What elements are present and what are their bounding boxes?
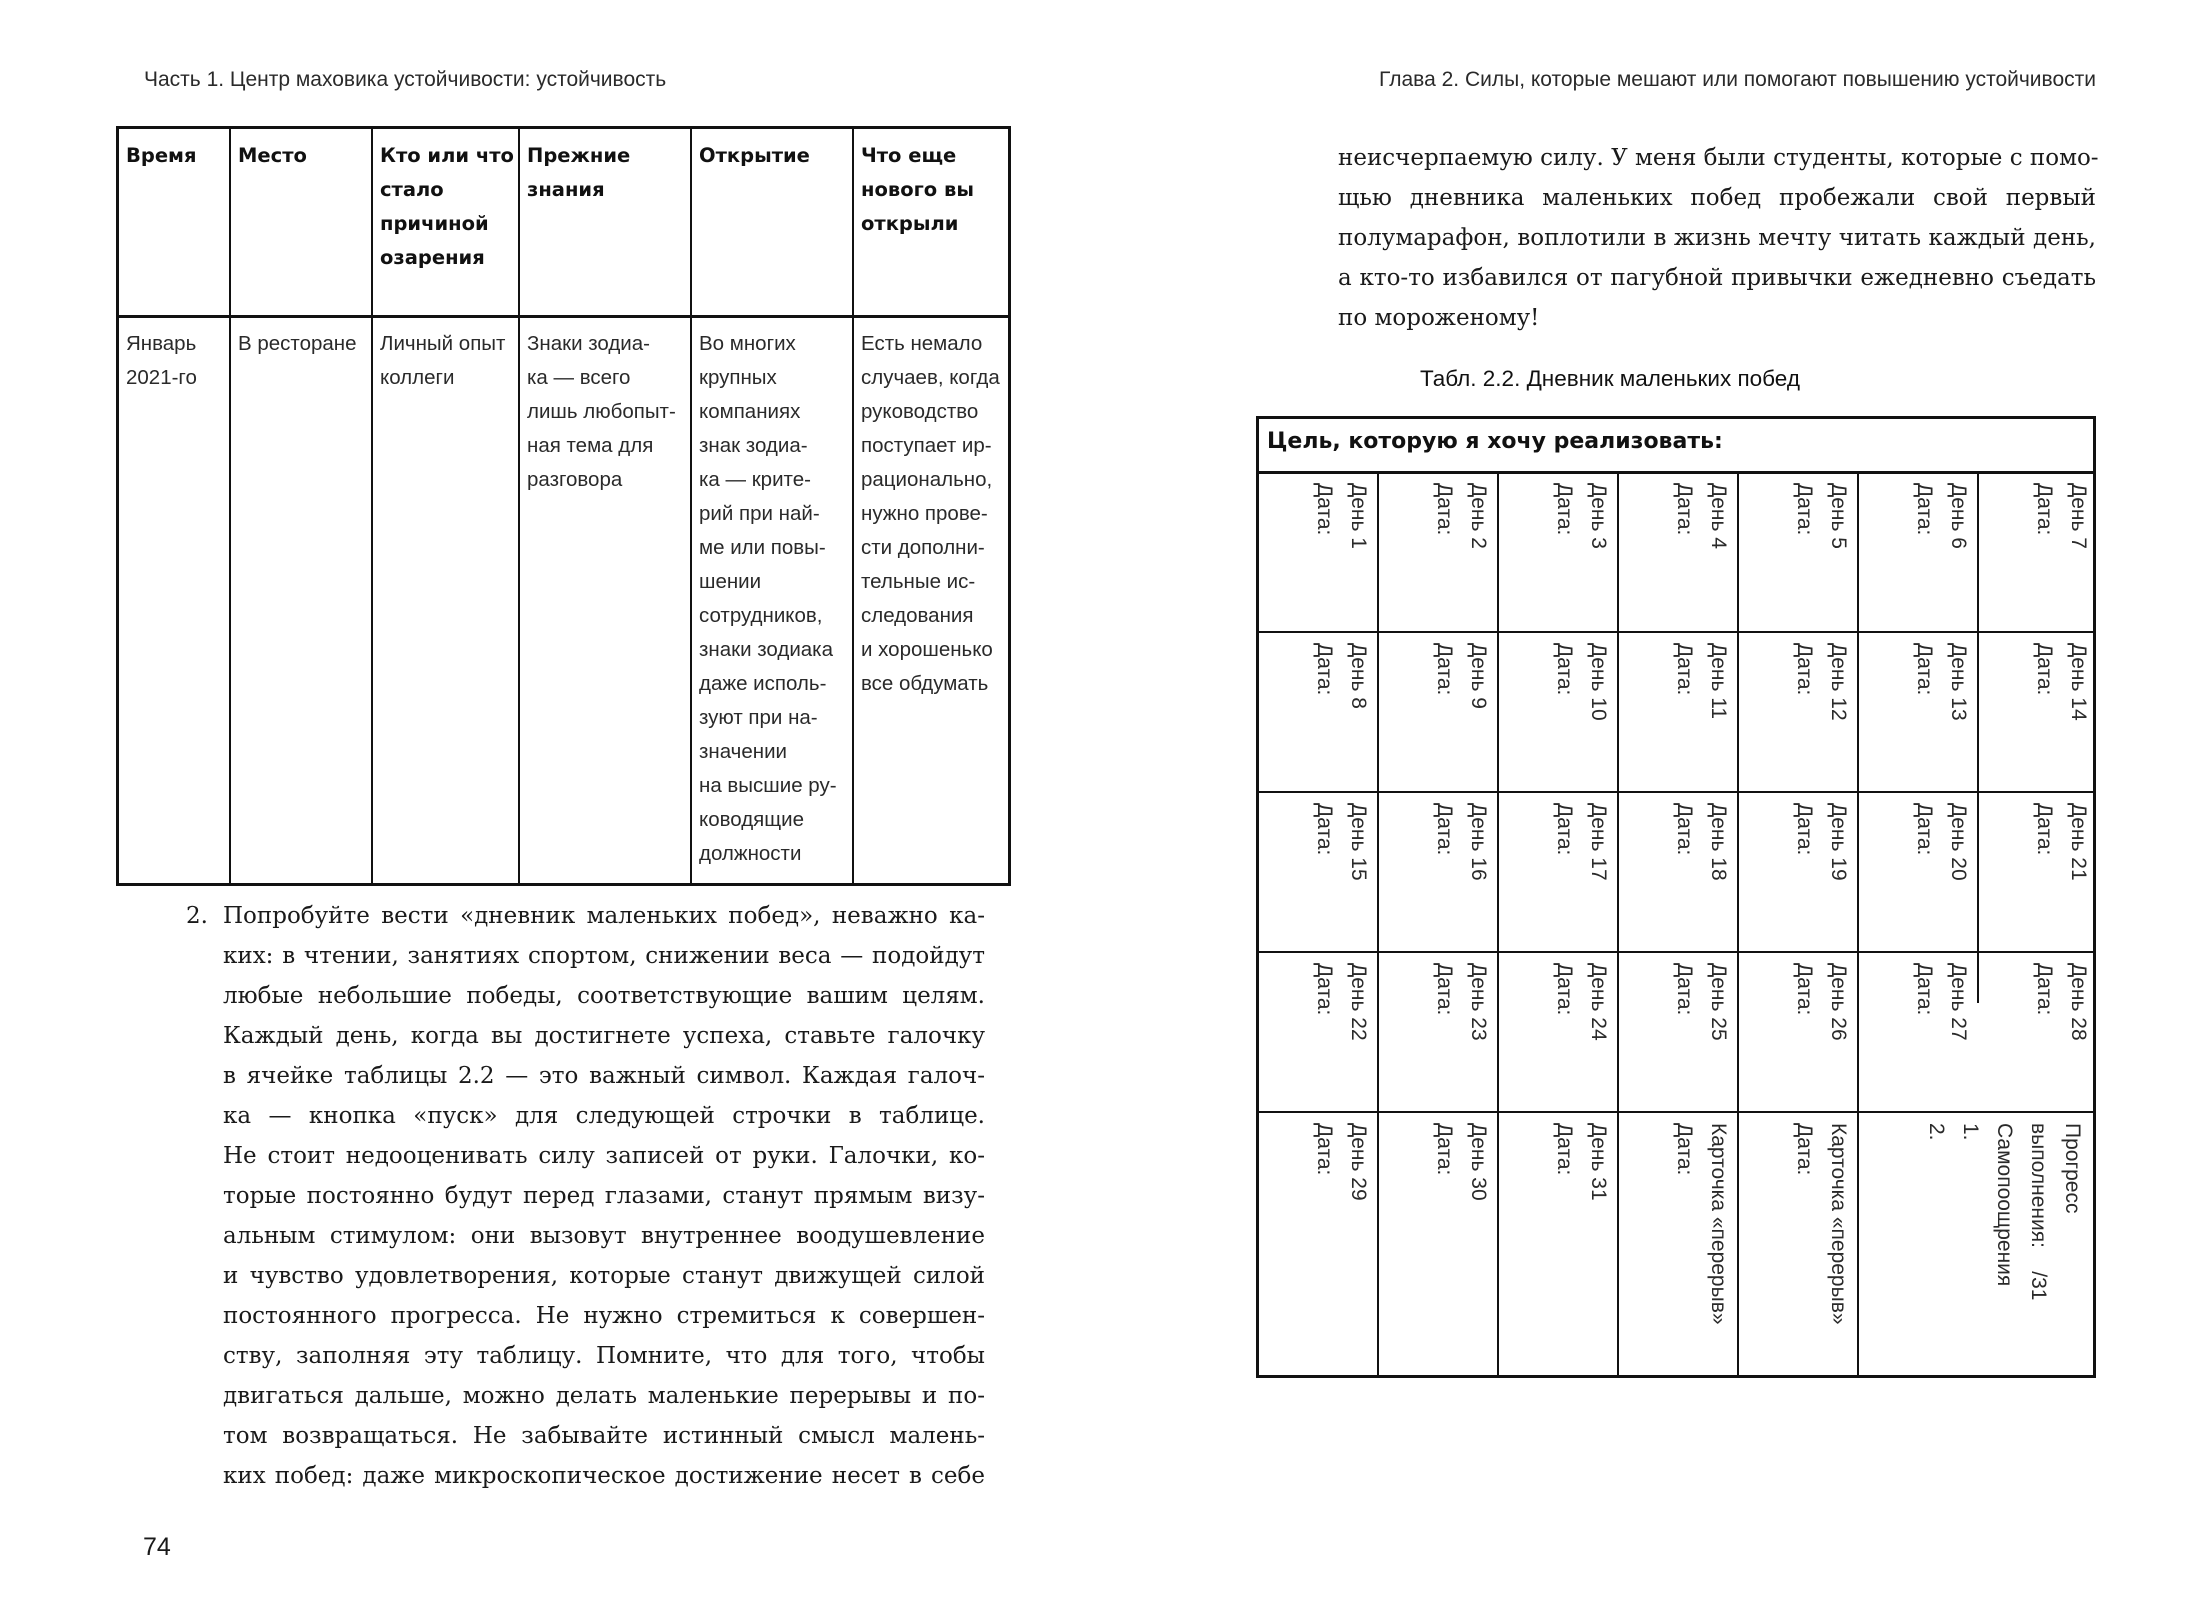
cell-text: День 9 Дата: bbox=[1433, 643, 1490, 709]
day-cell bbox=[1619, 471, 1739, 631]
day-cell bbox=[1379, 791, 1499, 951]
table-cell: Январь 2021-го bbox=[126, 332, 197, 389]
text-line: неисчерпаемую силу. У меня были студенты, которые с помо- bbox=[1338, 145, 2099, 171]
day-cell bbox=[1379, 951, 1499, 1111]
progress-cell bbox=[1859, 1111, 2093, 1377]
text-line: и чувство удовлетворения, которые станут движущей силой bbox=[223, 1263, 985, 1289]
text-line: по мороженому! bbox=[1338, 305, 1540, 331]
cell-text: День 30 Дата: bbox=[1433, 1123, 1490, 1201]
cell-text: День 28 Дата: bbox=[2033, 963, 2090, 1041]
day-cell bbox=[1499, 471, 1619, 631]
table-cell: Знаки зодиа- ка — всего лишь любопыт- ная тема для разговора bbox=[527, 332, 676, 491]
table-cell: Есть немало случаев, когда руководство поступает ир- рационально, нужно прове- сти дополни- тельные ис- следования и хорошенько все обдумать bbox=[861, 332, 1000, 695]
cell-text: День 10 Дата: bbox=[1553, 643, 1610, 721]
day-cell bbox=[1619, 631, 1739, 791]
cell-text: День 29 Дата: bbox=[1313, 1123, 1370, 1201]
small-wins-tracker bbox=[1256, 416, 2096, 1378]
cell-text: День 16 Дата: bbox=[1433, 803, 1490, 881]
cell-text: День 22 Дата: bbox=[1313, 963, 1370, 1041]
text-line: ству, заполняя эту таблицу. Помните, что для того, чтобы bbox=[223, 1343, 985, 1369]
day-cell bbox=[1739, 951, 1859, 1111]
text-line: торые постоянно будут перед глазами, станут прямым визу- bbox=[223, 1183, 985, 1209]
day-cell bbox=[1259, 791, 1379, 951]
table-header-cell: Прежние знания bbox=[527, 144, 631, 201]
day-cell bbox=[1739, 791, 1859, 951]
tracker-title: Цель, которую я хочу реализовать: bbox=[1267, 429, 1723, 454]
day-cell bbox=[1619, 791, 1739, 951]
day-cell bbox=[1859, 791, 1979, 951]
cell-text: День 5 Дата: bbox=[1793, 483, 1850, 549]
day-cell bbox=[1979, 631, 2099, 791]
table-column bbox=[520, 129, 692, 883]
table-cell: В ресторане bbox=[238, 332, 357, 355]
table-cell: Личный опыт коллеги bbox=[380, 332, 506, 389]
cell-text: День 6 Дата: bbox=[1913, 483, 1970, 549]
cell-text: Прогресс выполнения: /31 Самопоощрения 1. 2. bbox=[1925, 1123, 2084, 1301]
text-line: ка — кнопка «пуск» для следующей строчки в таблице. bbox=[223, 1103, 985, 1129]
text-line: любые небольшие победы, соответствующие вашим целям. bbox=[223, 983, 985, 1009]
text-line: Попробуйте вести «дневник маленьких побед», неважно ка- bbox=[223, 903, 985, 929]
day-cell bbox=[1979, 951, 2099, 1111]
day-cell bbox=[1619, 951, 1739, 1111]
table-header-cell: Что еще нового вы открыли bbox=[861, 144, 974, 235]
table-header-cell: Время bbox=[126, 144, 197, 167]
cell-text: День 8 Дата: bbox=[1313, 643, 1370, 709]
text-line: ких: в чтении, занятиях спортом, снижении веса — подойдут bbox=[223, 943, 985, 969]
cell-text: День 21 Дата: bbox=[2033, 803, 2090, 881]
cell-text: День 23 Дата: bbox=[1433, 963, 1490, 1041]
day-cell bbox=[1979, 471, 2099, 631]
text-line: том возвращаться. Не забывайте истинный смысл малень- bbox=[223, 1423, 985, 1449]
day-cell bbox=[1499, 791, 1619, 951]
cell-text: День 17 Дата: bbox=[1553, 803, 1610, 881]
cell-text: День 18 Дата: bbox=[1673, 803, 1730, 881]
table-header-cell: Кто или что стало причиной озарения bbox=[380, 144, 514, 269]
table-header-cell: Место bbox=[238, 144, 307, 167]
text-line: Не стоит недооценивать силу записей от руки. Галочки, ко- bbox=[223, 1143, 985, 1169]
table-cell: Во многих крупных компаниях знак зодиа- ка — крите- рий при най- ме или повы- шении сотрудников, знаки зодиака даже исполь- зуют при на- значении на высшие ру- ководящие должности bbox=[699, 332, 837, 865]
text-line: а кто-то избавился от пагубной привычки ежедневно съедать bbox=[1338, 265, 2096, 291]
day-cell bbox=[1859, 631, 1979, 791]
table-column bbox=[119, 129, 231, 883]
discovery-table bbox=[116, 126, 1011, 886]
cell-text: День 31 Дата: bbox=[1553, 1123, 1610, 1201]
day-cell bbox=[1859, 471, 1979, 631]
cell-text: Карточка «перерыв» Дата: bbox=[1673, 1123, 1730, 1325]
cell-text: День 24 Дата: bbox=[1553, 963, 1610, 1041]
cell-text: День 20 Дата: bbox=[1913, 803, 1970, 881]
table-header-divider bbox=[119, 315, 1008, 318]
text-line: двигаться дальше, можно делать маленькие перерывы и по- bbox=[223, 1383, 985, 1409]
running-head-right: Глава 2. Силы, которые мешают или помогают повышению устойчивости bbox=[1379, 68, 2096, 91]
text-line: постоянного прогресса. Не нужно стремиться к совершен- bbox=[223, 1303, 985, 1329]
cell-text: Карточка «перерыв» Дата: bbox=[1793, 1123, 1850, 1325]
cell-text: День 25 Дата: bbox=[1673, 963, 1730, 1041]
day-cell bbox=[1499, 1111, 1619, 1377]
cell-text: День 3 Дата: bbox=[1553, 483, 1610, 549]
cell-text: День 11 Дата: bbox=[1673, 643, 1730, 720]
table-column bbox=[231, 129, 373, 883]
day-cell bbox=[1979, 791, 2099, 951]
cell-text: День 2 Дата: bbox=[1433, 483, 1490, 549]
day-cell bbox=[1859, 951, 1979, 1111]
cell-text: День 7 Дата: bbox=[2033, 483, 2090, 549]
text-line: полумарафон, воплотили в жизнь мечту читать каждый день, bbox=[1338, 225, 2096, 251]
cell-text: День 12 Дата: bbox=[1793, 643, 1850, 721]
cell-text: День 15 Дата: bbox=[1313, 803, 1370, 881]
day-cell bbox=[1379, 1111, 1499, 1377]
cell-text: День 4 Дата: bbox=[1673, 483, 1730, 549]
break-card-cell bbox=[1619, 1111, 1739, 1377]
table-header-cell: Открытие bbox=[699, 144, 810, 167]
page-number: 74 bbox=[143, 1533, 171, 1561]
day-cell bbox=[1259, 951, 1379, 1111]
day-cell bbox=[1259, 1111, 1379, 1377]
list-number: 2. bbox=[186, 903, 208, 929]
cell-text: День 1 Дата: bbox=[1313, 483, 1370, 549]
day-cell bbox=[1739, 471, 1859, 631]
list-paragraph bbox=[223, 896, 985, 1496]
break-card-cell bbox=[1739, 1111, 1859, 1377]
day-cell bbox=[1259, 631, 1379, 791]
right-paragraph bbox=[1338, 138, 2099, 338]
day-cell bbox=[1739, 631, 1859, 791]
cell-text: День 14 Дата: bbox=[2033, 643, 2090, 721]
day-cell bbox=[1379, 471, 1499, 631]
day-cell bbox=[1499, 631, 1619, 791]
running-head-left: Часть 1. Центр маховика устойчивости: устойчивость bbox=[144, 68, 667, 91]
day-cell bbox=[1259, 471, 1379, 631]
table-caption: Табл. 2.2. Дневник маленьких побед bbox=[1420, 366, 1800, 391]
day-cell bbox=[1379, 631, 1499, 791]
text-line: альным стимулом: они вызовут внутреннее воодушевление bbox=[223, 1223, 985, 1249]
text-line: Каждый день, когда вы достигнете успеха, ставьте галочку bbox=[223, 1023, 985, 1049]
cell-text: День 19 Дата: bbox=[1793, 803, 1850, 881]
text-line: щью дневника маленьких побед пробежали свой первый bbox=[1338, 185, 2096, 211]
cell-text: День 26 Дата: bbox=[1793, 963, 1850, 1041]
text-line: ких побед: даже микроскопическое достижение несет в себе bbox=[223, 1463, 985, 1489]
text-line: в ячейке таблицы 2.2 — это важный символ. Каждая галоч- bbox=[223, 1063, 985, 1089]
cell-text: День 27 Дата: bbox=[1913, 963, 1970, 1041]
day-cell bbox=[1499, 951, 1619, 1111]
cell-text: День 13 Дата: bbox=[1913, 643, 1970, 721]
